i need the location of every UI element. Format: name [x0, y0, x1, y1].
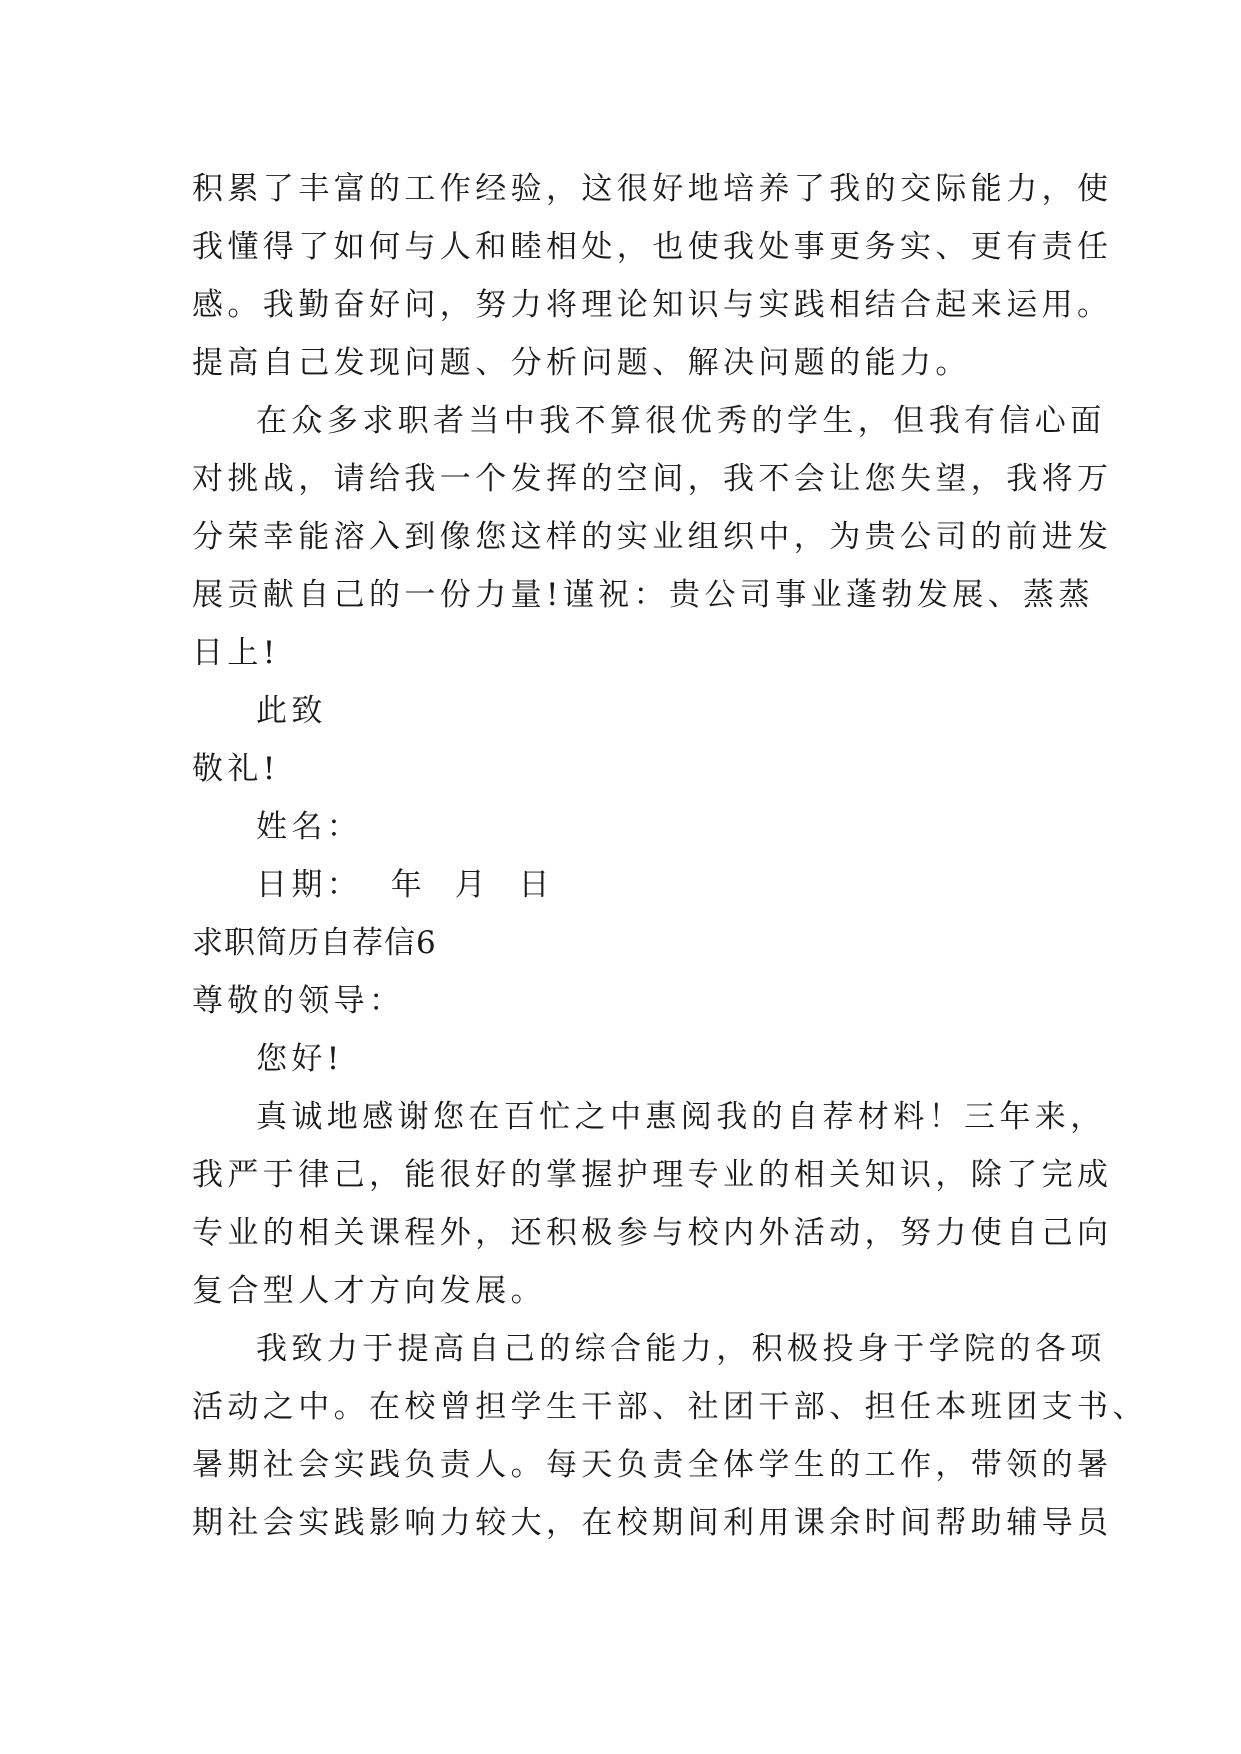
body-line: 积累了丰富的工作经验，这很好地培养了我的交际能力，使 — [192, 171, 1113, 207]
greeting-line: 您好! — [256, 1041, 344, 1077]
document-page — [192, 160, 1148, 1552]
greeting-line: 尊敬的领导： — [192, 983, 405, 1019]
body-line: 专业的相关课程外，还积极参与校内外活动，努力使自己向 — [192, 1215, 1113, 1251]
salutation-line: 敬礼! — [192, 751, 280, 787]
paragraph-start-line: 我致力于提高自己的综合能力，积极投身于学院的各项 — [256, 1331, 1106, 1367]
body-line: 感。我勤奋好问，努力将理论知识与实践相结合起来运用。 — [192, 287, 1113, 323]
body-line: 我懂得了如何与人和睦相处，也使我处事更务实、更有责任 — [192, 229, 1113, 265]
body-line: 分荣幸能溶入到像您这样的实业组织中，为贵公司的前进发 — [192, 519, 1113, 555]
signature-name-line: 姓名： — [256, 809, 363, 845]
body-line: 活动之中。在校曾担学生干部、社团干部、担任本班团支书、 — [192, 1389, 1148, 1425]
section-heading: 求职简历自荐信6 — [192, 925, 437, 961]
paragraph-start-line: 在众多求职者当中我不算很优秀的学生，但我有信心面 — [256, 403, 1106, 439]
body-line: 展贡献自己的一份力量!谨祝：贵公司事业蓬勃发展、蒸蒸 — [192, 577, 1094, 613]
body-line: 我严于律己，能很好的掌握护理专业的相关知识，除了完成 — [192, 1157, 1113, 1193]
body-line: 期社会实践影响力较大，在校期间利用课余时间帮助辅导员 — [192, 1505, 1113, 1541]
body-line: 日上! — [192, 635, 280, 671]
body-line: 对挑战，请给我一个发挥的空间，我不会让您失望，我将万 — [192, 461, 1113, 497]
body-line: 暑期社会实践负责人。每天负责全体学生的工作，带领的暑 — [192, 1447, 1113, 1483]
signature-date-line: 日期： 年 月 日 — [256, 867, 554, 903]
body-line: 复合型人才方向发展。 — [192, 1273, 546, 1309]
closing-line: 此致 — [256, 693, 327, 729]
paragraph-start-line: 真诚地感谢您在百忙之中惠阅我的自荐材料！三年来， — [256, 1099, 1106, 1135]
body-line: 提高自己发现问题、分析问题、解决问题的能力。 — [192, 345, 971, 381]
